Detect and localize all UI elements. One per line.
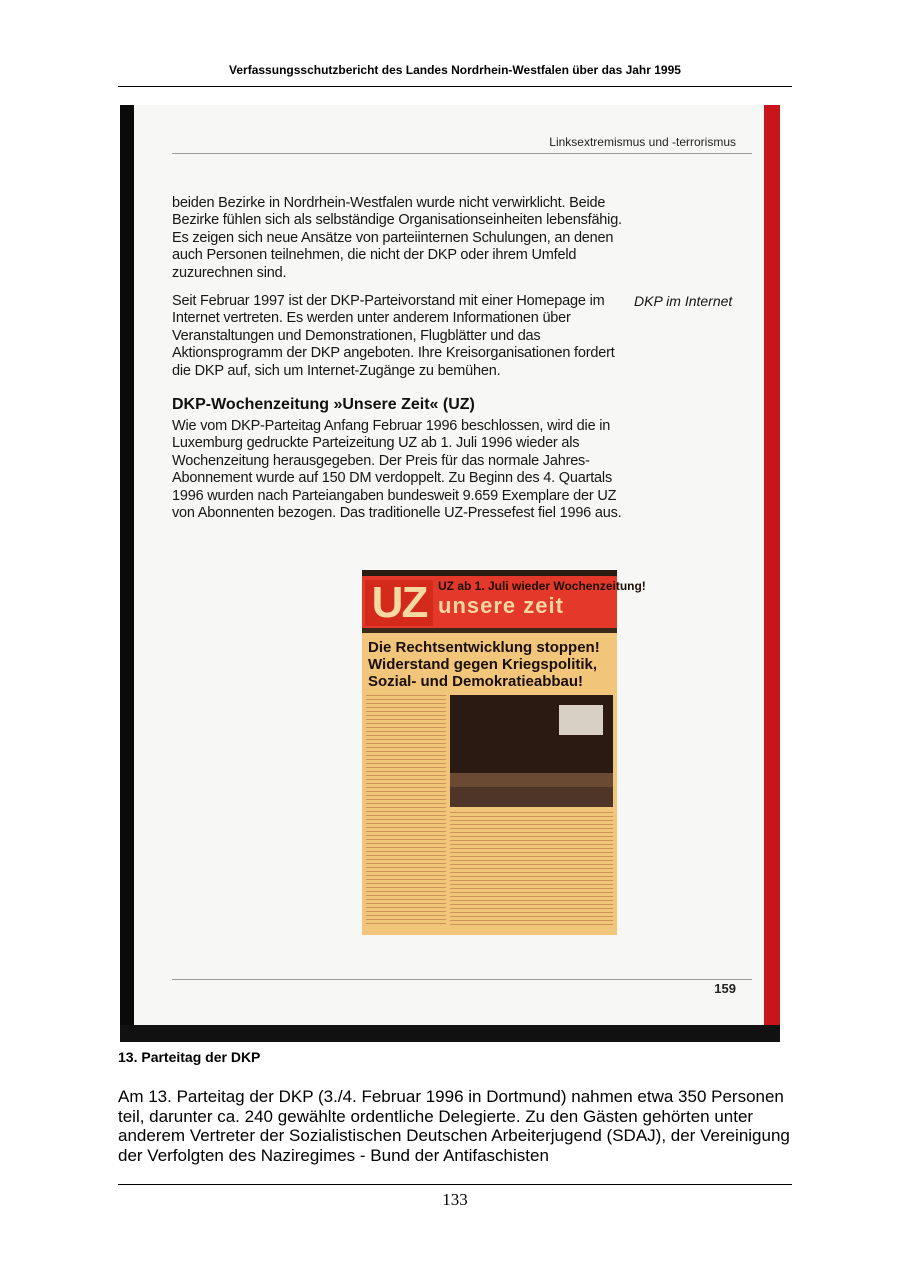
clipping-headline: Die Rechtsentwicklung stoppen! Widerstand gegen Kriegspolitik, Sozial- und Demokratieabbau! [368,639,600,690]
scan-subheading: DKP-Wochenzeitung »Unsere Zeit« (UZ) [172,396,475,413]
running-header: Verfassungsschutzbericht des Landes Nordrhein-Westfalen über das Jahr 1995 [229,63,681,77]
page-number: 133 [442,1190,468,1209]
scan-paragraph-2 [172,293,622,380]
scan-paper [134,105,764,1025]
clipping-story-column [366,695,446,927]
margin-note: DKP im Internet [634,293,733,309]
clipping-masthead [362,576,646,628]
scan-paragraph-text: beiden Bezirke in Nordrhein-Westfalen wurde nicht verwirklicht. Beide Bezirke fühlen sich als selbständige Organisationseinheiten lebensfähig. Es zeigen sich neue Ansätze von parteiinternen Schulungen, an denen auch Personen teilnehmen, die nicht der DKP oder ihrem Umfeld zuzurechnen sind. [172,195,622,281]
scan-red-edge [764,105,780,1025]
scan-paragraph-text: Seit Februar 1997 ist der DKP-Parteivorstand mit einer Homepage im Internet vertreten. Es werden unter anderem Informationen über Veranstaltungen und Demonstrationen, Flugblätter und das Aktionsprogramm der DKP angeboten. Ihre Kreisorganisationen fordert die DKP auf, sich um Internet-Zugänge zu bemühen. [172,293,615,379]
section-heading: 13. Parteitag der DKP [118,1049,261,1065]
clipping-story-column-2 [450,812,613,927]
photo-banner [559,705,603,735]
uz-logo: UZ [365,580,433,626]
footer-rule [118,1184,792,1185]
scan-bottom-rule [172,979,752,980]
scan-left-edge [120,105,134,1025]
scan-paragraph-text: Wie vom DKP-Parteitag Anfang Februar 1996 beschlossen, wird die in Luxemburg gedruckte Parteizeitung UZ ab 1. Juli 1996 wieder als Wochenzeitung herausgegeben. Der Preis für das normale Jahres-Abonnement wurde auf 150 DM verdoppelt. Zu Beginn des 4. Quartals 1996 wurden nach Parteiangaben bundesweit 9.659 Exemplare der UZ von Abonnenten bezogen. Das traditionelle UZ-Pressefest fiel 1996 aus. [172,418,622,522]
clipping-photo [450,695,613,807]
scan-page-number: 159 [714,981,736,996]
scan-section-label: Linksextremismus und -terrorismus [549,135,736,149]
scan-paragraph-1 [172,195,622,282]
header-rule [118,86,792,87]
scan-top-rule [172,153,752,154]
newspaper-clipping [362,570,646,935]
clipping-tagline: UZ ab 1. Juli wieder Wochenzeitung! [438,579,646,593]
photo-audience [450,787,613,807]
photo-podium [450,773,613,787]
clipping-name: unsere zeit [438,593,564,618]
scan-paragraph-3 [172,418,622,522]
scanned-page [120,105,780,1042]
section-paragraph: Am 13. Parteitag der DKP (3./4. Februar 1996 in Dortmund) nahmen etwa 350 Personen teil, darunter ca. 240 gewählte ordentliche Delegierte. Zu den Gästen gehörten unter anderem Vertreter der Sozialistischen Deutschen Arbeiterjugend (SDAJ), der Vereinigung der Verfolgten des Naziregimes - Bund der Antifaschisten [118,1087,790,1165]
